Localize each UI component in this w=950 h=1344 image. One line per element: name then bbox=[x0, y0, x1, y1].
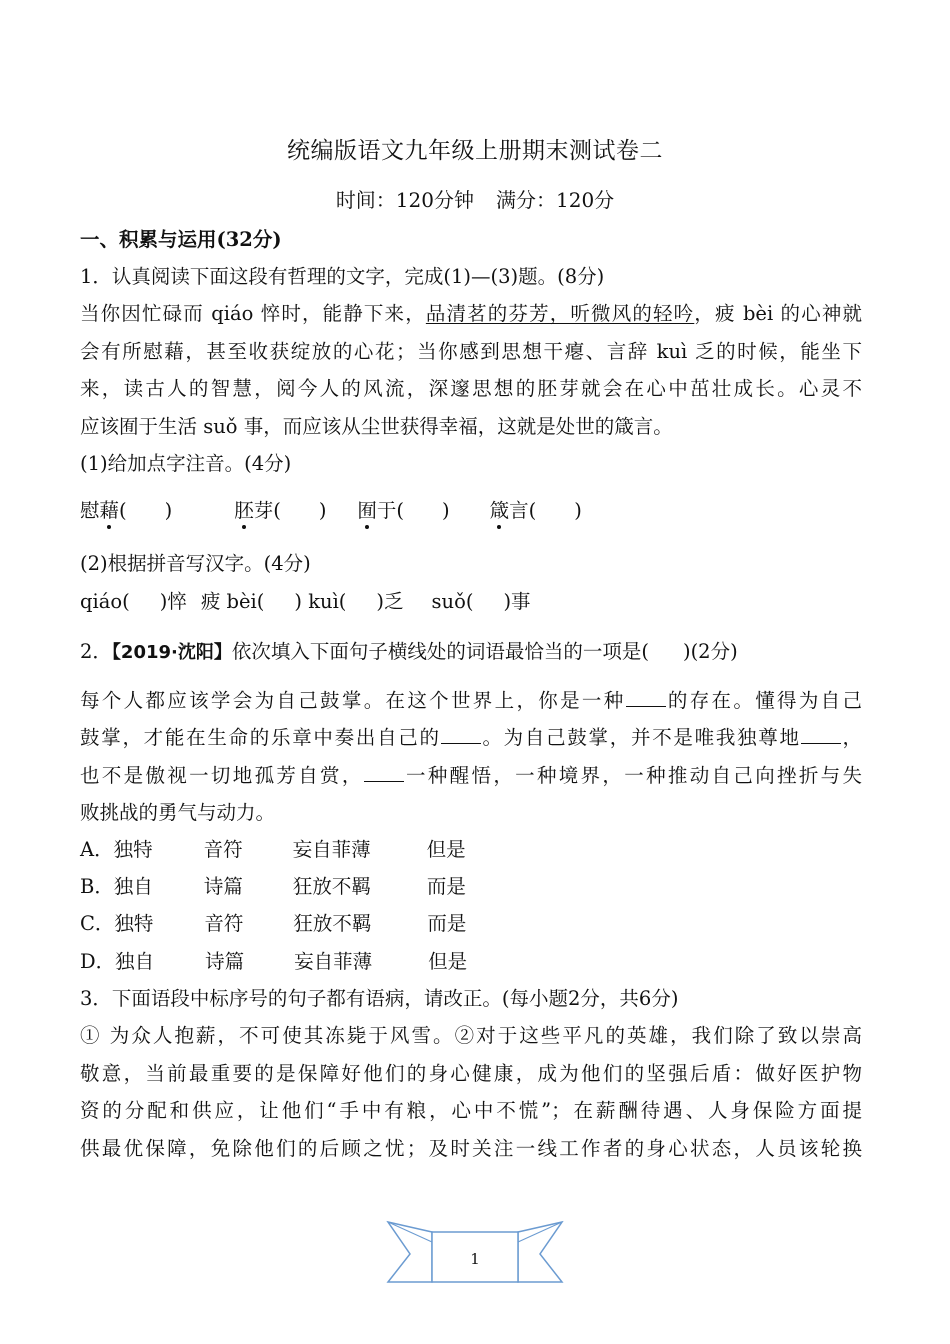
page-footer bbox=[380, 1218, 570, 1288]
q1-paragraph-line-1: 当你因忙碌而 qiáo 悴时，能静下来，品清茗的芬芳，听微风的轻吟，疲 bèi 的心神就 bbox=[80, 302, 862, 325]
pinyin-item: 慰藉( ) bbox=[80, 495, 228, 523]
q3-passage-line-1: ① 为众人抱薪，不可使其冻毙于风雪。②对于这些平凡的英雄，我们除了致以崇高 bbox=[80, 1024, 862, 1047]
q2-passage-line-2: 鼓掌，才能在生命的乐章中奏出自己的 。为自己鼓掌，并不是唯我独尊地 ， bbox=[80, 726, 862, 749]
fill-blank[interactable] bbox=[626, 688, 666, 707]
time-score-line bbox=[0, 184, 950, 213]
exam-score: 满分：120分 bbox=[496, 188, 615, 212]
q2-passage-line-1: 每个人都应该学会为自己鼓掌。在这个世界上，你是一种 的存在。懂得为自己 bbox=[80, 689, 862, 712]
q1-paragraph-line-3: 来，读古人的智慧，阅今人的风流，深邃思想的胚芽就会在心中茁壮成长。心灵不 bbox=[80, 377, 862, 400]
option-d[interactable]: D．独自 诗篇 妄自菲薄 但是 bbox=[80, 950, 468, 973]
page-title: 统编版语文九年级上册期末测试卷二 bbox=[287, 138, 663, 164]
pinyin-item: 胚芽( ) bbox=[234, 495, 351, 523]
q1-sub2-stem: (2)根据拼音写汉字。(4分) bbox=[80, 552, 311, 575]
fill-blank[interactable] bbox=[801, 725, 841, 744]
question-3-stem: 3．下面语段中标序号的句子都有语病，请改正。(每小题2分，共6分) bbox=[80, 987, 679, 1010]
q1-paragraph-line-2: 会有所慰藉，甚至收获绽放的心花；当你感到思想干瘪、言辞 kuì 乏的时候，能坐下 bbox=[80, 340, 862, 363]
section-heading: 一、积累与运用(32分) bbox=[80, 228, 282, 251]
page-number: 1 bbox=[470, 1250, 480, 1268]
pinyin-item: 囿于( ) bbox=[357, 495, 483, 523]
fill-blank[interactable] bbox=[364, 763, 404, 782]
source-tag: 【2019·沈阳】 bbox=[111, 642, 232, 663]
q3-passage-line-3: 资的分配和供应，让他们“手中有粮，心中不慌”；在薪酬待遇、人身保险方面提 bbox=[80, 1099, 862, 1122]
question-2-stem: 2．【2019·沈阳】依次填入下面句子横线处的词语最恰当的一项是( )(2分) bbox=[80, 640, 738, 663]
q2-passage-line-3: 也不是傲视一切地孤芳自赏， 一种醒悟，一种境界，一种推动自己向挫折与失 bbox=[80, 764, 862, 787]
question-1-stem: 1．认真阅读下面这段有哲理的文字，完成(1)—(3)题。(8分) bbox=[80, 265, 605, 288]
option-c[interactable]: C．独特 音符 狂放不羁 而是 bbox=[80, 912, 467, 935]
q1-sub2-items: qiáo( )悴 疲 bèi( ) kuì( )乏 suǒ( )事 bbox=[80, 590, 531, 613]
option-a[interactable]: A．独特 音符 妄自菲薄 但是 bbox=[80, 838, 466, 861]
option-b[interactable]: B．独自 诗篇 狂放不羁 而是 bbox=[80, 875, 466, 898]
pinyin-item: 箴言( ) bbox=[490, 495, 582, 523]
q1-sub1-stem: (1)给加点字注音。(4分) bbox=[80, 452, 292, 475]
q2-passage-line-4: 败挑战的勇气与动力。 bbox=[80, 801, 276, 824]
underlined-phrase: 品清茗的芬芳，听微风的轻吟 bbox=[425, 302, 695, 325]
q1-sub1-items bbox=[80, 495, 582, 523]
q3-passage-line-2: 敬意，当前最重要的是保障好他们的身心健康，成为他们的坚强后盾：做好医护物 bbox=[80, 1062, 862, 1085]
q3-passage-line-4: 供最优保障，免除他们的后顾之忧；及时关注一线工作者的身心状态，人员该轮换 bbox=[80, 1137, 862, 1160]
q1-paragraph-line-4: 应该囿于生活 suǒ 事，而应该从尘世获得幸福，这就是处世的箴言。 bbox=[80, 415, 673, 438]
fill-blank[interactable] bbox=[441, 725, 481, 744]
exam-time: 时间：120分钟 bbox=[335, 188, 474, 212]
